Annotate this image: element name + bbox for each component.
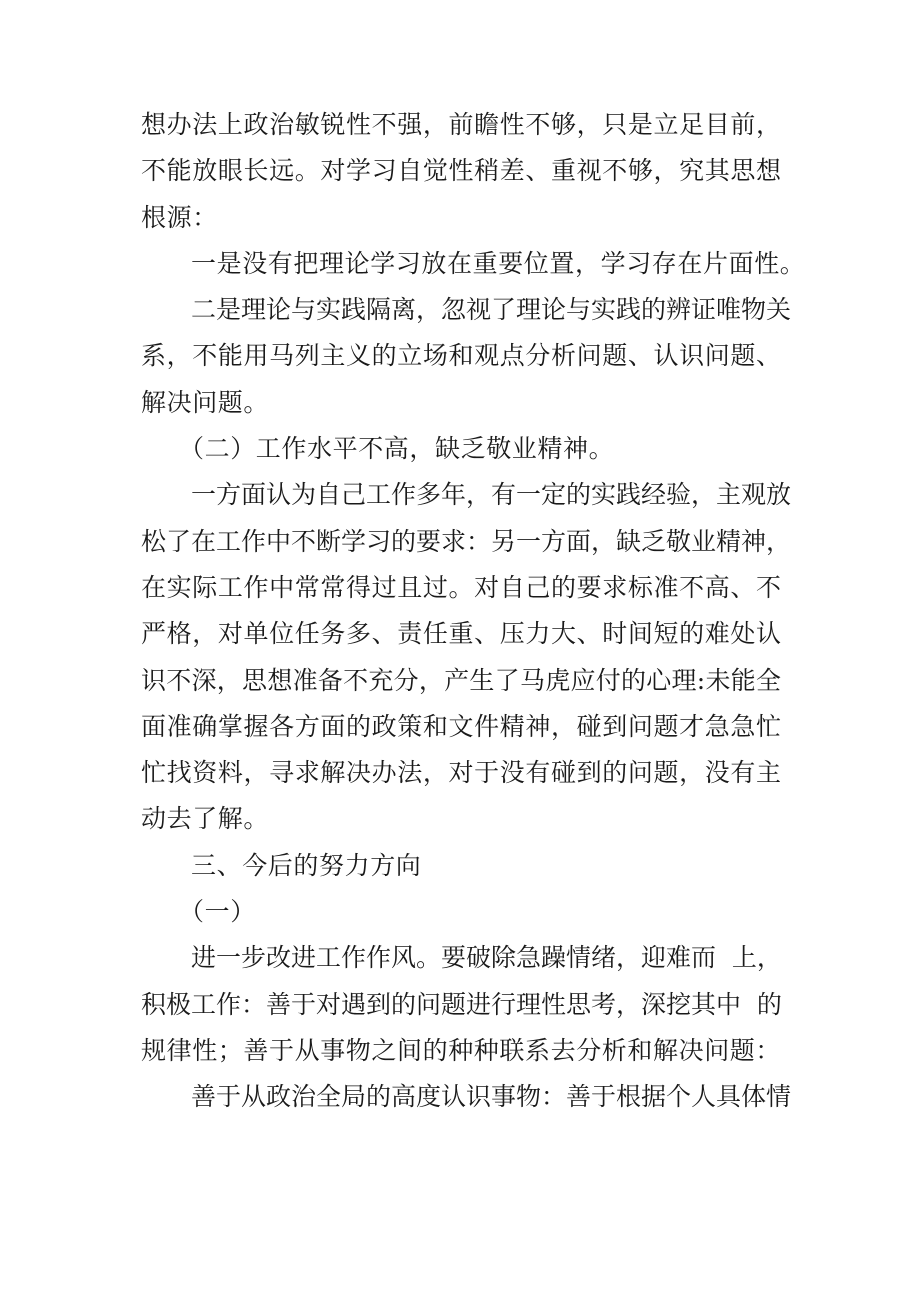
text-line: 忙找资料，寻求解决办法，对于没有碰到的问题，没有主 (141, 758, 781, 788)
text-line: 二是理论与实践隔离，忽视了理论与实践的辨证唯物关 (191, 295, 792, 325)
section-heading: 三、今后的努力方向 (191, 850, 422, 880)
text-line: 一方面认为自己工作多年，有一定的实践经验，主观放 (191, 480, 792, 510)
text-line: 一是没有把理论学习放在重要位置，学习存在片面性。 (191, 248, 806, 278)
text-line: 在实际工作中常常得过且过。对自己的要求标准不高、不 (141, 572, 781, 602)
text-line: 根源： (141, 202, 218, 232)
text-line: 进一步改进工作作风。要破除急躁情绪，迎难而 上， (191, 943, 782, 973)
text-line: 解决问题。 (141, 387, 270, 417)
text-line: 善于从政治全局的高度认识事物：善于根据个人具体情 (191, 1082, 792, 1112)
section-heading: （二）工作水平不高，缺乏敬业精神。 (179, 434, 615, 464)
text-line: 规律性；善于从事物之间的种种联系去分析和解决问题： (141, 1035, 782, 1065)
text-line: 严格，对单位任务多、责任重、压力大、时间短的难处认 (141, 619, 781, 649)
document-body (141, 102, 806, 1121)
text-line: 面准确掌握各方面的政策和文件精神，碰到问题才急急忙 (141, 711, 781, 741)
text-line: 识不深，思想准备不充分，产生了马虎应付的心理:未能全 (141, 665, 781, 695)
text-line: 松了在工作中不断学习的要求：另一方面，缺乏敬业精神， (141, 526, 792, 556)
text-line: 不能放眼长远。对学习自觉性稍差、重视不够，究其思想 (141, 156, 781, 186)
text-line: 动去了解。 (141, 804, 270, 834)
section-heading: （一） (179, 897, 256, 927)
text-line: 想办法上政治敏锐性不强，前瞻性不够，只是立足目前， (141, 110, 781, 139)
text-line: 系，不能用马列主义的立场和观点分析问题、认识问题、 (141, 341, 781, 371)
text-line: 积极工作：善于对遇到的问题进行理性思考，深挖其中 的 (141, 989, 782, 1019)
